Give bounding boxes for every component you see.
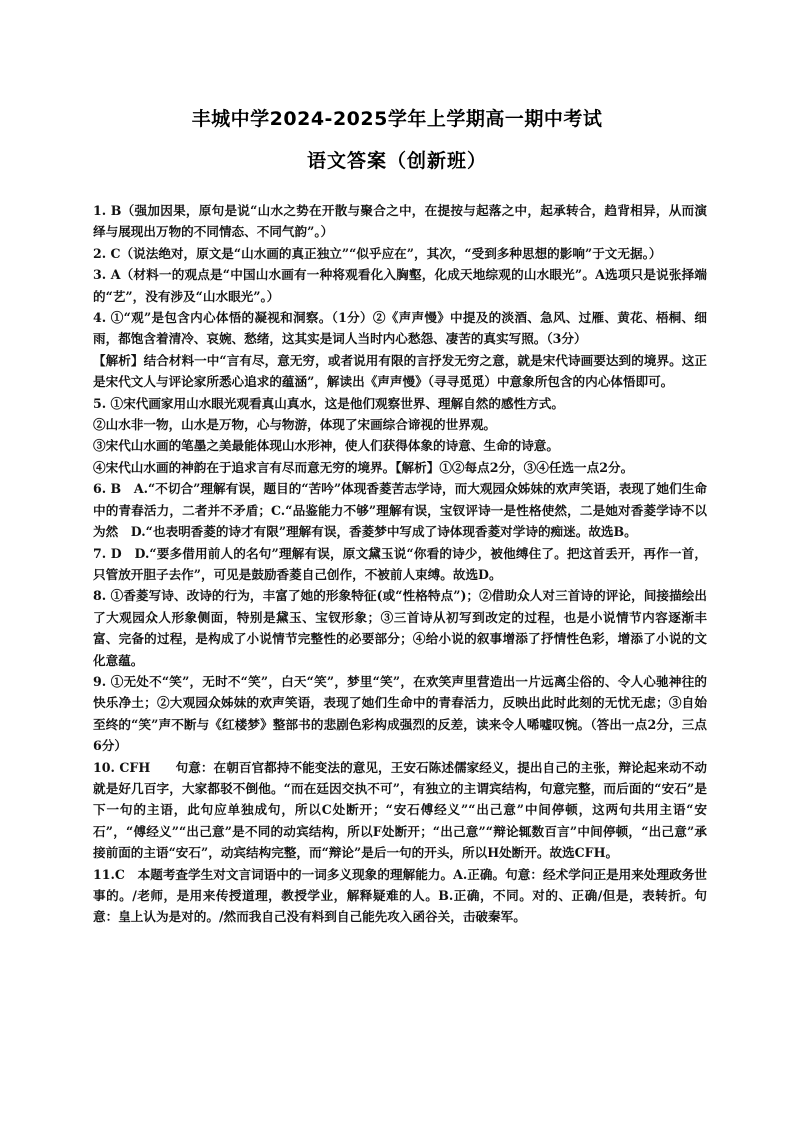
answer-6: 6. B A.“不切合”理解有误，题目的“苦吟”体现香菱苦志学诗，而大观园众姊妹的欢声笑语，表现了她们生命中的青春活力，二者并不矛盾；C.“品鉴能力不够”理解有误，宝钗评诗一是性格使然，二是她对香菱学诗不以为然 D.“也表明香菱的诗才有限”理解有误，香菱梦中写成了诗体现香菱对学诗的痴迷。故选B。 bbox=[93, 481, 707, 540]
answer-2: 2. C（说法绝对，原文是“山水画的真正独立”“似乎应在”，其次，“受到多种思想的影响”于文无据。） bbox=[93, 245, 662, 261]
answer-1: 1. B（强加因果，原句是说“山水之势在开散与聚合之中，在提按与起落之中，起承转合，趋背相异，从而演绎与展现出万物的不同情态、不同气韵”。） bbox=[93, 203, 707, 240]
answer-list bbox=[93, 200, 707, 928]
answer-4-analysis: 【解析】结合材料一中“言有尽，意无穷，或者说用有限的言抒发无穷之意，就是宋代诗画要达到的境界。这正是宋代文人与评论家所悉心追求的蕴涵”，解读出《声声慢》（寻寻觅觅）中意象所包含的内心体悟即可。 bbox=[93, 352, 707, 390]
exam-title: 丰城中学2024-2025学年上学期高一期中考试 bbox=[191, 108, 603, 130]
answer-key-subtitle: 语文答案（创新班） bbox=[306, 150, 487, 172]
answer-5-point-3: ③宋代山水画的笔墨之美最能体现山水形神，使人们获得体象的诗意、生命的诗意。 bbox=[93, 438, 559, 454]
answer-3: 3. A（材料一的观点是“中国山水画有一种将观看化入胸壑，化成天地综观的山水眼光”。A选项只是说张择端的“艺”，没有涉及“山水眼光”。） bbox=[93, 267, 707, 304]
answer-8: 8. ①香菱写诗、改诗的行为，丰富了她的形象特征(或“性格特点”)；②借助众人对三首诗的评论，间接描绘出了大观园众人形象侧面，特别是黛玉、宝钗形象；③三首诗从初写到改定的过程，也是小说情节内容逐渐丰富、完备的过程，是构成了小说情节完整性的必要部分；④给小说的叙事增添了抒情性色彩，增添了小说的文化意蕴。 bbox=[93, 588, 707, 668]
answer-7: 7. D D.“要多借用前人的名句”理解有误，原文黛玉说“你看的诗少，被他缚住了。把这首丢开，再作一首，只管放开胆子去作”，可见是鼓励香菱自己创作，不被前人束缚。故选D。 bbox=[93, 545, 707, 582]
answer-5-point-1: 5. ①宋代画家用山水眼光观看真山真水，这是他们观察世界、理解自然的感性方式。 bbox=[93, 395, 564, 411]
answer-4: 4. ①“观”是包含内心体悟的凝视和洞察。（1分）②《声声慢》中提及的淡酒、急风、过雁、黄花、梧桐、细雨，都饱含着清冷、哀婉、愁绪，这其实是词人当时内心愁怨、凄苦的真实写照。（3分） bbox=[93, 310, 707, 347]
answer-11: 11.C 本题考查学生对文言词语中的一词多义现象的理解能力。A.正确。句意：经术学问正是用来处理政务世事的。/老师，是用来传授道理，教授学业，解释疑难的人。B.正确，不同。对的、正确/但是，表转折。句意：皇上认为是对的。/然而我自己没有料到自己能先攻入函谷关，击破秦军。 bbox=[93, 866, 707, 925]
answer-9: 9. ①无处不“笑”，无时不“笑”，白天“笑”，梦里“笑”，在欢笑声里营造出一片远离尘俗的、令人心驰神往的快乐净土；②大观园众姊妹的欢声笑语，表现了她们生命中的青春活力，反映出此时此刻的无忧无虑；③自始至终的“笑”声不断与《红楼梦》整部书的悲剧色彩构成强烈的反差，读来令人唏嘘叹惋。（答出一点2分，三点6分） bbox=[93, 673, 707, 754]
answer-5-point-4: ④宋代山水画的神韵在于追求言有尽而意无穷的境界。【解析】①②每点2分，③④任选一点2分。 bbox=[93, 459, 634, 475]
answer-5-point-2: ②山水非一物，山水是万物，心与物游，体现了宋画综合谛视的世界观。 bbox=[93, 417, 496, 433]
answer-10: 10. CFH 句意：在朝百官都持不能变法的意见，王安石陈述儒家经义，提出自己的主张，辩论起来动不动就是好几百字，大家都驳不倒他。“而在廷因交执不可”，有独立的主谓宾结构，句意完整，而后面的“安石”是下一句的主语，此句应单独成句，所以C处断开；“安石傅经义”“出己意”中间停顿，这两句共用主语“安石”，“傅经义”“出己意”是不同的动宾结构，所以F处断开；“出己意”“辩论辄数百言”中间停顿，“出己意”承接前面的主语“安石”，动宾结构完整，而“辩论”是后一句的开头，所以H处断开。故选CFH。 bbox=[93, 759, 707, 861]
